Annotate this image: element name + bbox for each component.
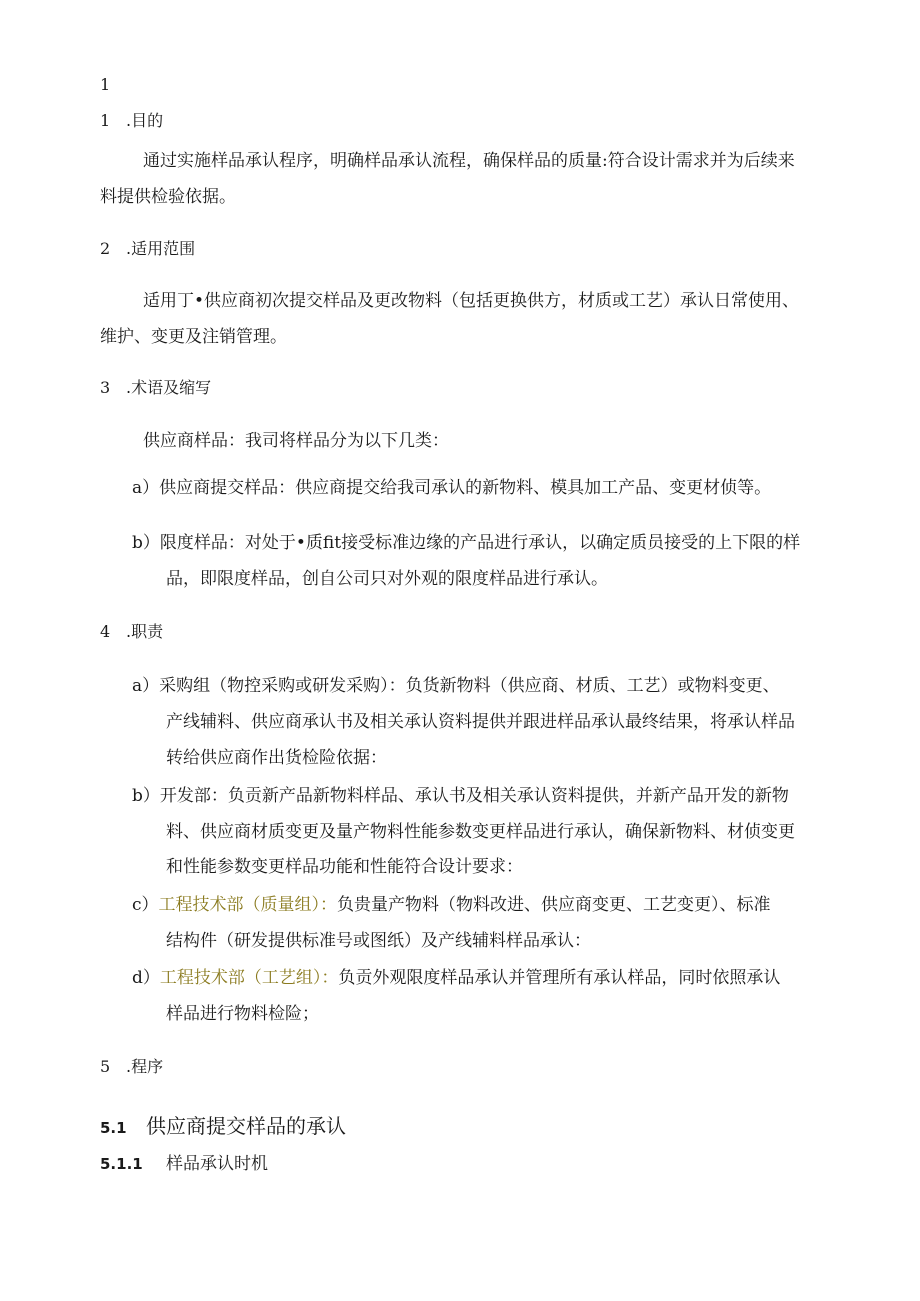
subsection-5-1-1-heading <box>100 1152 268 1176</box>
section-number: 3 <box>100 378 111 397</box>
list-marker: c） <box>132 895 159 915</box>
list-item-c <box>132 893 771 917</box>
list-item-a: a）供应商提交样品：供应商提交给我司承认的新物料、模具加工产品、变更材侦等。 <box>132 478 772 498</box>
highlighted-department: 工程技术部（质量组）： <box>158 895 338 915</box>
section-5-heading <box>100 1055 163 1079</box>
list-item-d-cont: 样品进行物料检险； <box>166 1004 319 1024</box>
section-2-heading <box>100 237 195 261</box>
paragraph-line: 维护、变更及注销管理。 <box>100 327 287 347</box>
section-title: .目的 <box>126 111 164 130</box>
list-item-b-cont: 和性能参数变更样品功能和性能符合设计要求： <box>166 857 523 877</box>
list-text: 负贡外观限度样品承认并管理所有承认样品，同时依照承认 <box>338 968 781 988</box>
list-marker: d） <box>132 968 160 988</box>
section-title: .程序 <box>126 1057 164 1076</box>
section-3-heading <box>100 376 211 400</box>
list-item-b: b）开发部：负贡新产品新物料样品、承认书及相关承认资料提供，并新产品开发的新物 <box>132 786 789 806</box>
list-item-c-cont: 结构件（研发提供标准号或图纸）及产线辅料样品承认： <box>166 931 591 951</box>
paragraph-line: 料提供检验依据。 <box>100 187 236 207</box>
section-4-heading <box>100 620 163 644</box>
section-title: .职责 <box>126 622 164 641</box>
list-item-b: b）限度样品：对处于•质fit接受标准边缘的产品进行承认，以确定质员接受的上下限的样 <box>132 533 801 553</box>
section-title: .适用范围 <box>126 239 196 258</box>
section-1-heading <box>100 109 163 133</box>
section-number: 2 <box>100 239 111 258</box>
page-number: 1 <box>100 75 111 94</box>
subsection-title: 样品承认时机 <box>166 1154 268 1174</box>
section-title: .术语及缩写 <box>126 378 212 397</box>
paragraph-line: 适用丁•供应商初次提交样品及更改物料（包括更换供方，材质或工艺）承认日常使用、 <box>143 291 800 311</box>
subsection-number: 5.1 <box>100 1119 127 1137</box>
list-item-a: a）采购组（物控采购或研发采购）：负货新物料（供应商、材质、工艺）或物料变更、 <box>132 676 780 696</box>
subsection-5-1-heading <box>100 1112 346 1142</box>
section-number: 4 <box>100 622 111 641</box>
list-item-a-cont: 转给供应商作出货检险依据： <box>166 748 387 768</box>
subsection-title: 供应商提交样品的承认 <box>146 1114 346 1138</box>
list-text: 负贵量产物料（物料改进、供应商变更、工艺变更）、标准 <box>337 895 771 915</box>
subsection-number: 5.1.1 <box>100 1155 143 1173</box>
paragraph-line: 供应商样品：我司将样品分为以下几类： <box>143 431 449 451</box>
highlighted-department: 工程技术部（工艺组）： <box>159 968 339 988</box>
list-item-a-cont: 产线辅料、供应商承认书及相关承认资料提供并跟进样品承认最终结果，将承认样品 <box>166 712 795 732</box>
list-item-d <box>132 966 780 990</box>
list-item-b-cont: 料、供应商材质变更及量产物料性能参数变更样品进行承认，确保新物料、材侦变更 <box>166 822 795 842</box>
section-number: 5 <box>100 1057 111 1076</box>
paragraph-line: 通过实施样品承认程序，明确样品承认流程，确保样品的质量:符合设计需求并为后续来 <box>143 151 795 171</box>
list-item-b-cont: 品，即限度样品，创自公司只对外观的限度样品进行承认。 <box>166 569 608 589</box>
section-number: 1 <box>100 111 111 130</box>
